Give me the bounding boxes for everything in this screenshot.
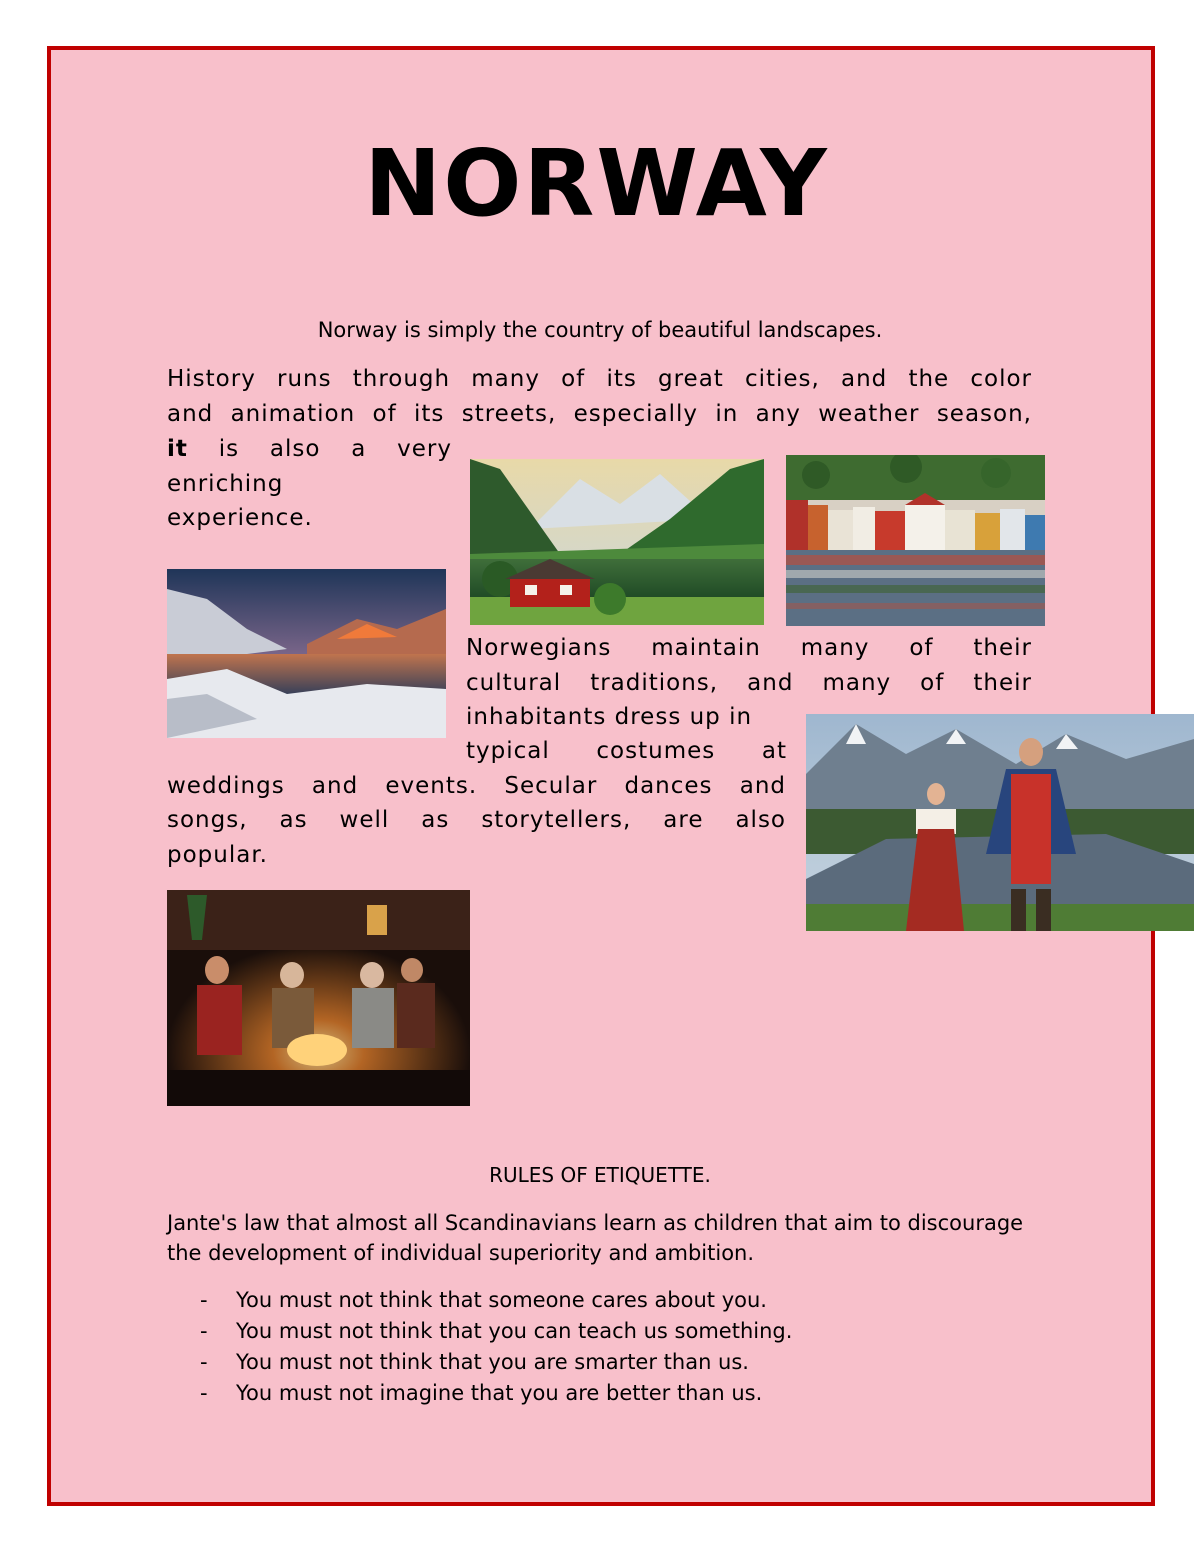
bullet-dash: - [200,1288,208,1312]
rule-text: You must not think that someone cares about you. [236,1288,767,1312]
intro-text: Norway is simply the country of beautiful landscapes. [317,318,883,342]
history-line-2: and animation of its streets, especially in any weather season, [167,401,1032,427]
bergen-harbor-photo [786,455,1045,626]
history-line-5: experience. [167,505,313,531]
traditions-line-4: typical costumes at [466,738,787,764]
storytellers-photo [167,890,470,1106]
history-line-3-rest: is also a very [218,436,452,462]
list-item [200,1347,792,1378]
rule-text: You must not imagine that you are better than us. [236,1381,763,1405]
list-item [200,1285,792,1316]
traditions-line-3: inhabitants dress up in [466,704,753,730]
history-line-1: History runs through many of its great cities, and the color [167,366,1032,392]
traditional-costumes-photo [806,714,1194,931]
jante-law-text: Jante's law that almost all Scandinavians learn as children that aim to discourage the development of individual superiority and ambition. [167,1211,1024,1265]
history-line-4: enriching [167,471,284,497]
history-bold-word: it [167,436,188,462]
bullet-dash: - [200,1319,208,1343]
page-title: NORWAY [364,130,829,237]
fjord-photo [470,459,764,625]
traditions-line-7: popular. [167,842,268,868]
rule-text: You must not think that you can teach us something. [236,1319,793,1343]
winter-fjord-photo [167,569,446,738]
bullet-dash: - [200,1381,208,1405]
history-line-3 [167,432,452,467]
traditions-line-1: Norwegians maintain many of their [466,635,1032,661]
rules-heading: RULES OF ETIQUETTE. [489,1163,711,1187]
list-item [200,1378,792,1409]
traditions-line-6: songs, as well as storytellers, are also [167,807,786,833]
bullet-dash: - [200,1350,208,1374]
rules-list [200,1285,792,1409]
list-item [200,1316,792,1347]
traditions-line-5: weddings and events. Secular dances and [167,773,786,799]
rule-text: You must not think that you are smarter than us. [236,1350,749,1374]
traditions-line-2: cultural traditions, and many of their [466,670,1032,696]
